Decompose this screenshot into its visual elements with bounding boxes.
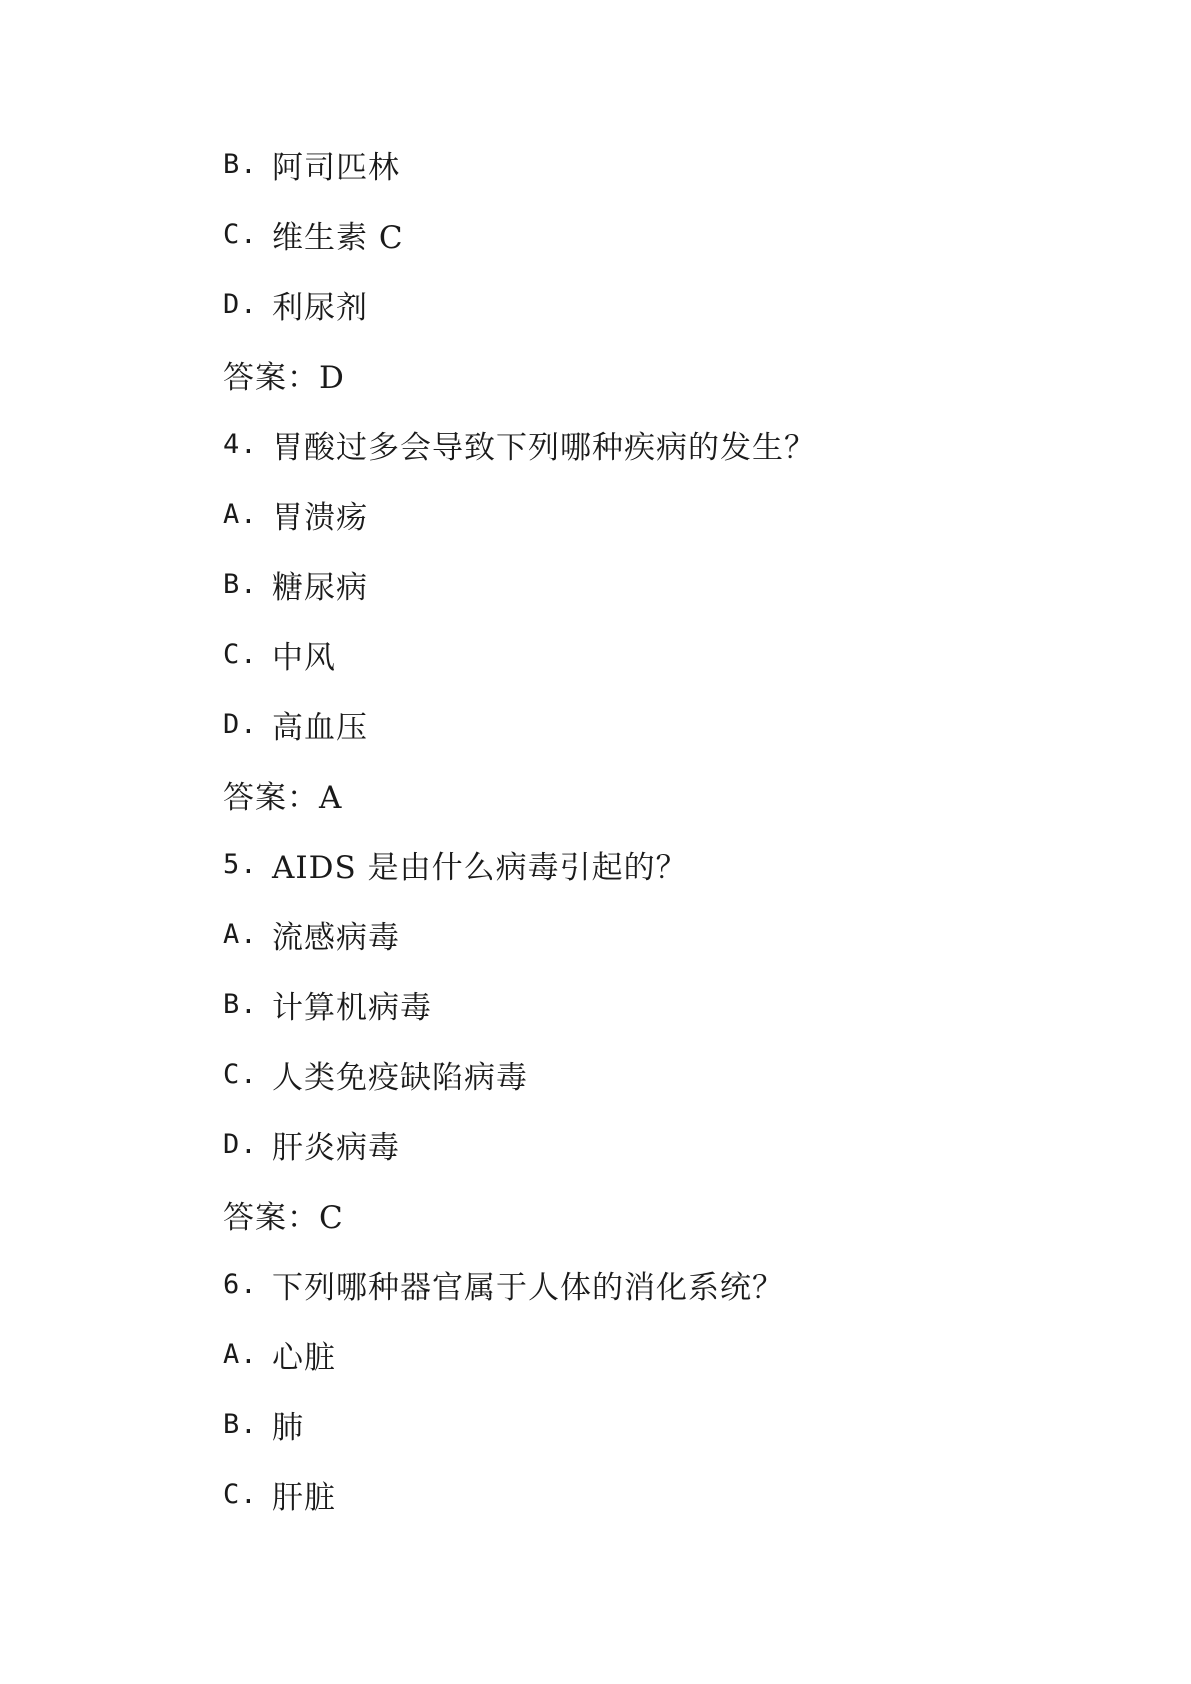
option-line bbox=[223, 1109, 1123, 1179]
question-number: 6. bbox=[223, 1268, 258, 1300]
option-text: 流感病毒 bbox=[272, 919, 400, 956]
option-text: 肺 bbox=[272, 1409, 304, 1446]
option-label: B. bbox=[223, 988, 258, 1020]
option-label: A. bbox=[223, 918, 258, 950]
option-text: 肝炎病毒 bbox=[272, 1129, 400, 1166]
quiz-content bbox=[223, 129, 1123, 1529]
option-text: 高血压 bbox=[272, 709, 368, 746]
option-line bbox=[223, 969, 1123, 1039]
option-line bbox=[223, 199, 1123, 269]
option-text: 利尿剂 bbox=[272, 289, 368, 326]
option-text: 计算机病毒 bbox=[272, 989, 432, 1026]
option-label: C. bbox=[223, 218, 258, 250]
question-text: 胃酸过多会导致下列哪种疾病的发生？ bbox=[272, 429, 816, 466]
answer-text: 答案：A bbox=[223, 779, 343, 816]
option-label: C. bbox=[223, 1058, 258, 1090]
option-line bbox=[223, 549, 1123, 619]
option-line bbox=[223, 689, 1123, 759]
option-label: B. bbox=[223, 148, 258, 180]
answer-text: 答案：C bbox=[223, 1199, 344, 1236]
question-number: 5. bbox=[223, 848, 258, 880]
option-label: A. bbox=[223, 498, 258, 530]
option-text: 肝脏 bbox=[272, 1479, 336, 1516]
option-line bbox=[223, 619, 1123, 689]
option-label: D. bbox=[223, 708, 258, 740]
answer-line bbox=[223, 1179, 1123, 1249]
option-text: 糖尿病 bbox=[272, 569, 368, 606]
option-line bbox=[223, 269, 1123, 339]
option-text: 阿司匹林 bbox=[272, 149, 400, 186]
question-number: 4. bbox=[223, 428, 258, 460]
question-text: AIDS 是由什么病毒引起的？ bbox=[272, 849, 688, 886]
option-line bbox=[223, 1319, 1123, 1389]
answer-line bbox=[223, 339, 1123, 409]
question-text: 下列哪种器官属于人体的消化系统？ bbox=[272, 1269, 784, 1306]
option-label: D. bbox=[223, 288, 258, 320]
option-line bbox=[223, 1389, 1123, 1459]
option-line bbox=[223, 129, 1123, 199]
option-label: A. bbox=[223, 1338, 258, 1370]
answer-line bbox=[223, 759, 1123, 829]
question-line bbox=[223, 409, 1123, 479]
option-text: 维生素 C bbox=[272, 219, 404, 256]
option-text: 人类免疫缺陷病毒 bbox=[272, 1059, 528, 1096]
option-line bbox=[223, 479, 1123, 549]
question-line bbox=[223, 829, 1123, 899]
option-line bbox=[223, 899, 1123, 969]
option-text: 心脏 bbox=[272, 1339, 336, 1376]
option-text: 中风 bbox=[272, 639, 336, 676]
option-line bbox=[223, 1039, 1123, 1109]
answer-text: 答案：D bbox=[223, 359, 345, 396]
option-label: B. bbox=[223, 568, 258, 600]
question-line bbox=[223, 1249, 1123, 1319]
option-text: 胃溃疡 bbox=[272, 499, 368, 536]
option-label: B. bbox=[223, 1408, 258, 1440]
option-label: D. bbox=[223, 1128, 258, 1160]
option-label: C. bbox=[223, 1478, 258, 1510]
option-label: C. bbox=[223, 638, 258, 670]
option-line bbox=[223, 1459, 1123, 1529]
